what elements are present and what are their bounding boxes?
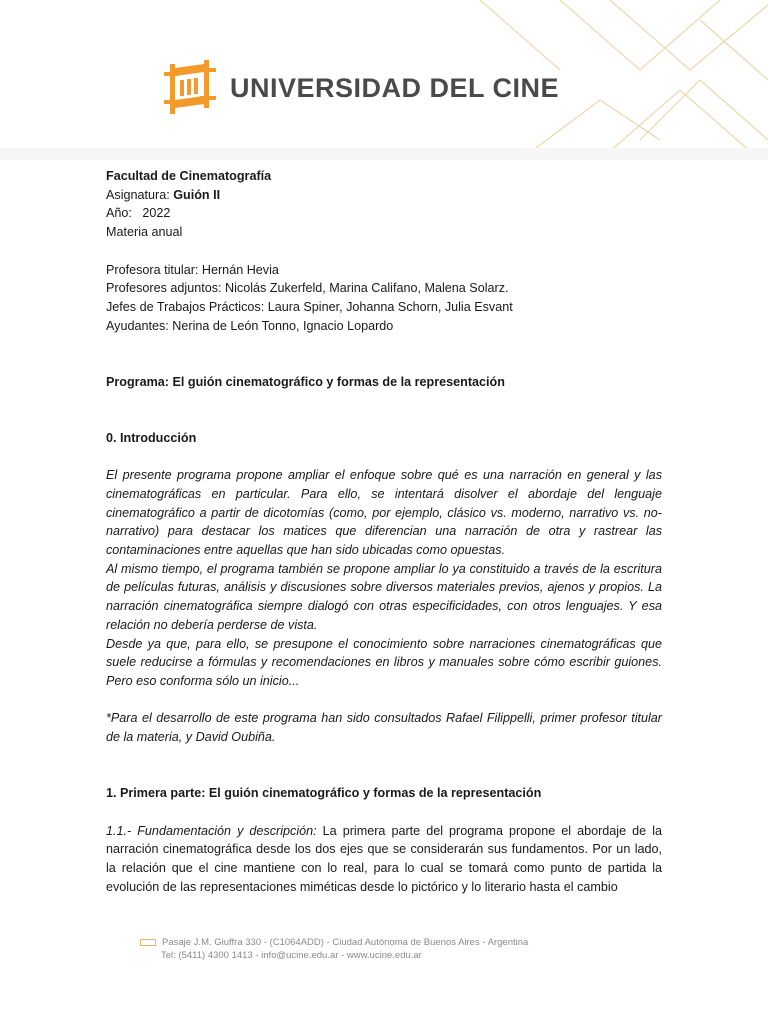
program-title: Programa: El guión cinematográfico y formas de la representación: [106, 374, 505, 389]
intro-heading: 0. Introducción: [106, 430, 197, 445]
footer-contact: Tel: (5411) 4300 1413 - info@ucine.edu.ar - www.ucine.edu.ar: [161, 950, 422, 961]
footer: [140, 936, 528, 962]
subject-line: [106, 186, 662, 205]
subject-value: Guión II: [173, 187, 221, 202]
university-name: UNIVERSIDAD DEL CINE: [230, 72, 560, 103]
intro-note: *Para el desarrollo de este programa han sido consultados Rafael Filippelli, primer profesor titular de la materia, y David Oubiña.: [106, 711, 662, 745]
staff-jefes: Jefes de Trabajos Prácticos: Laura Spiner, Johanna Schorn, Julia Esvant: [106, 299, 513, 314]
staff-titular: Profesora titular: Hernán Hevia: [106, 262, 279, 277]
faculty: Facultad de Cinematografía: [106, 169, 272, 183]
footer-address: Pasaje J.M. Giuffra 330 - (C1064ADD) - Ciudad Autónoma de Buenos Aires - Argentina: [162, 937, 529, 948]
footer-mark-icon: [140, 939, 156, 946]
part1-sub-text: La primera parte del programa propone el abordaje de la narración cinematográfica desde los dos ejes que se considerarán sus fundamentos. Por un lado, la relación que el cine mantiene con lo real, para lo cual se tomará como punto de partida la evolución de las representaciones miméticas desde lo pictórico y lo literario hasta el cambio: [106, 823, 662, 894]
footer-address-row: [140, 936, 528, 949]
modality: Materia anual: [106, 225, 183, 240]
university-logo: [164, 60, 559, 116]
part1-heading: 1. Primera parte: El guión cinematográfico y formas de la representación: [106, 786, 542, 801]
part1-paragraph: [106, 822, 662, 897]
intro-paragraph-2: Al mismo tiempo, el programa también se propone ampliar lo ya constituido a través de la escritura de películas futuras, análisis y discusiones sobre diversos materiales previos, ajenos y propios. La narración cinematográfica siempre dialogó con otras especificidades, con otros lenguajes. Y esa relación no debería perderse de vista.: [106, 561, 662, 632]
part1-sub-label: 1.1.- Fundamentación y descripción:: [106, 823, 317, 838]
year-line: [106, 204, 662, 223]
intro-paragraph-3: Desde ya que, para ello, se presupone el conocimiento sobre narraciones cinematográficas que suele reducirse a fórmulas y recomendaciones en libros y manuales sobre cómo escribir guiones. Pero eso conforma sólo un inicio...: [106, 636, 662, 688]
staff-adjuntos: Profesores adjuntos: Nicolás Zukerfeld, Marina Califano, Malena Solarz.: [106, 281, 509, 296]
staff-ayudantes: Ayudantes: Nerina de León Tonno, Ignacio Lopardo: [106, 318, 394, 333]
year-label: Año:: [106, 206, 132, 221]
subject-label: Asignatura:: [106, 187, 170, 202]
document-body: [106, 167, 662, 896]
intro-paragraph-1: El presente programa propone ampliar el enfoque sobre qué es una narración en general y las cinematográficas en particular. Para ello, se intentará disolver el abordaje del lenguaje cinematográfico a partir de dicotomías (como, por ejemplo, clásico vs. moderno, narrativo vs. no-narrativo) para destacar los matices que diferencian una narración de otra y rastrear las contaminaciones entre aquellas que han sido ubicadas como opuestas.: [106, 468, 662, 557]
year-value: 2022: [142, 206, 171, 221]
film-frame-logo-icon: [164, 60, 216, 116]
